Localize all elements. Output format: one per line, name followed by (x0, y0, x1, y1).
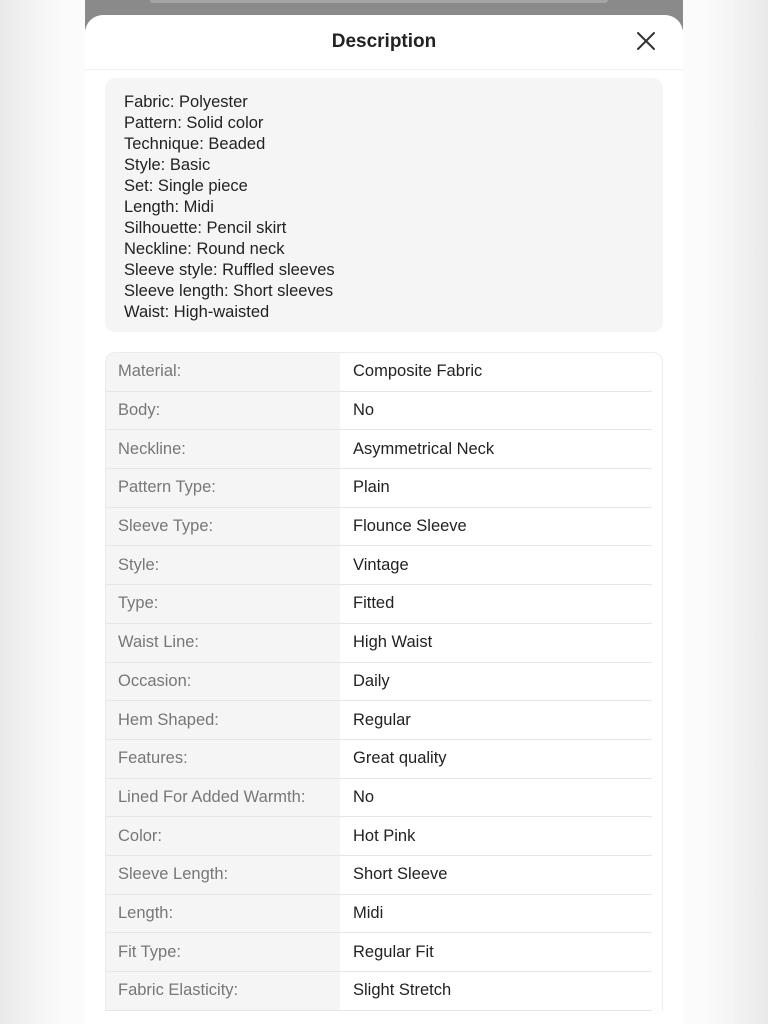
close-button[interactable] (633, 28, 659, 54)
spec-value: Vintage (353, 555, 409, 574)
spec-row-fit-type (106, 933, 652, 972)
description-line: Style: Basic (124, 156, 211, 174)
description-summary (105, 78, 663, 332)
description-line: Technique: Beaded (124, 135, 266, 153)
spec-row-waist-line (106, 624, 652, 663)
description-line: Waist: High-waisted (124, 303, 270, 321)
spec-value: Composite Fabric (353, 362, 483, 381)
spec-label: Body: (106, 392, 340, 430)
description-line: Sleeve length: Short sleeves (124, 282, 334, 300)
spec-value: Regular Fit (353, 942, 434, 961)
spec-label: Style: (106, 546, 340, 584)
spec-value: Plain (353, 478, 390, 497)
spec-value: Daily (353, 671, 390, 690)
description-line: Silhouette: Pencil skirt (124, 219, 287, 237)
background-search-bar (150, 0, 608, 3)
spec-label: Sleeve Length: (106, 856, 340, 894)
spec-label: Hem Shaped: (106, 701, 340, 739)
spec-value: Great quality (353, 749, 447, 768)
close-icon (633, 28, 659, 54)
spec-row-material (106, 353, 652, 392)
description-line: Sleeve style: Ruffled sleeves (124, 261, 335, 279)
description-line: Pattern: Solid color (124, 114, 264, 132)
spec-label: Material: (106, 353, 340, 391)
description-line: Neckline: Round neck (124, 240, 285, 258)
spec-row-sleeve-type (106, 508, 652, 547)
spec-label: Occasion: (106, 663, 340, 701)
spec-value: Flounce Sleeve (353, 517, 467, 536)
spec-value: Slight Stretch (353, 981, 452, 1000)
spec-value: High Waist (353, 633, 433, 652)
spec-row-features (106, 740, 652, 779)
spec-label: Pattern Type: (106, 469, 340, 507)
spec-row-pattern-type (106, 469, 652, 508)
description-line: Fabric: Polyester (124, 93, 248, 111)
spec-value: No (353, 401, 375, 420)
spec-row-type (106, 585, 652, 624)
modal-header (85, 15, 683, 70)
spec-label: Neckline: (106, 430, 340, 468)
spec-row-neckline (106, 430, 652, 469)
spec-label: Waist Line: (106, 624, 340, 662)
spec-value: Asymmetrical Neck (353, 439, 495, 458)
spec-row-sleeve-length (106, 856, 652, 895)
spec-value: Midi (353, 903, 384, 922)
spec-label: Color: (106, 817, 340, 855)
spec-row-body (106, 392, 652, 431)
spec-row-color (106, 817, 652, 856)
spec-value: Short Sleeve (353, 865, 448, 884)
spec-label: Fit Type: (106, 933, 340, 971)
spec-label: Sleeve Type: (106, 508, 340, 546)
description-line: Set: Single piece (124, 177, 248, 195)
spec-value: Regular (353, 710, 411, 729)
spec-label: Features: (106, 740, 340, 778)
spec-value: Hot Pink (353, 826, 416, 845)
description-line: Length: Midi (124, 198, 214, 216)
spec-row-style (106, 546, 652, 585)
spec-label: Length: (106, 895, 340, 933)
spec-value: No (353, 787, 375, 806)
specifications-table (105, 352, 663, 1011)
spec-label: Fabric Elasticity: (106, 972, 340, 1010)
description-modal (85, 15, 683, 1024)
modal-title: Description (331, 31, 437, 52)
spec-label: Type: (106, 585, 340, 623)
spec-row-lined-for-added-warmth (106, 779, 652, 818)
spec-label: Lined For Added Warmth: (106, 779, 340, 817)
spec-row-fabric-elasticity (106, 972, 652, 1011)
spec-row-length (106, 895, 652, 934)
spec-value: Fitted (353, 594, 395, 613)
spec-row-occasion (106, 663, 652, 702)
spec-row-hem-shaped (106, 701, 652, 740)
